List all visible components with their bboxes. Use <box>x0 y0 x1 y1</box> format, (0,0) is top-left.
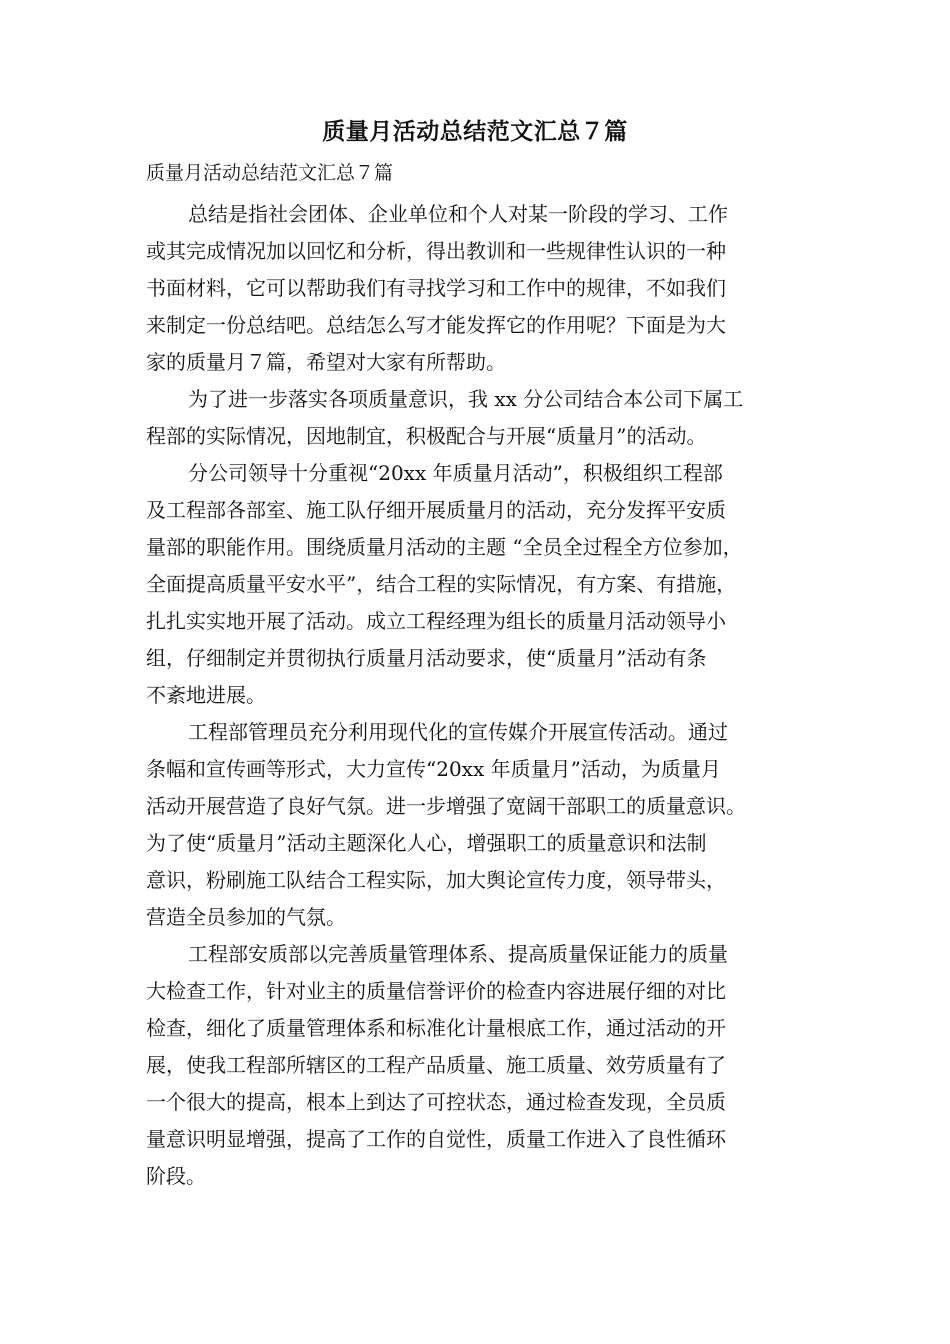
paragraph-line: 或其完成情况加以回忆和分析，得出教训和一些规律性认识的一种 <box>146 239 726 263</box>
paragraph-line: 分公司领导十分重视“20xx 年质量月活动”，积极组织工程部 <box>188 461 723 485</box>
document-title: 质量月活动总结范文汇总７篇 <box>322 118 628 145</box>
paragraph-line: 家的质量月７篇，希望对大家有所帮助。 <box>146 350 506 374</box>
paragraph-line: 不紊地进展。 <box>146 683 266 707</box>
paragraph-inspection <box>146 936 816 1195</box>
paragraph-line: 书面材料，它可以帮助我们有寻找学习和工作中的规律，不如我们 <box>146 276 726 300</box>
paragraph-line: 量部的职能作用。围绕质量月活动的主题 “全员全过程全方位参加， <box>146 535 743 559</box>
paragraph-line: 一个很大的提高，根本上到达了可控状态，通过检查发现，全员质 <box>146 1090 726 1114</box>
paragraph-line: 来制定一份总结吧。总结怎么写才能发挥它的作用呢？下面是为大 <box>146 313 726 337</box>
paragraph-line: 活动开展营造了良好气氛。进一步增强了宽阔干部职工的质量意识。 <box>146 794 746 818</box>
paragraph-line: 为了使“质量月”活动主题深化人心，增强职工的质量意识和法制 <box>146 831 707 855</box>
paragraph-line: 阶段。 <box>146 1164 206 1188</box>
paragraph-implementation <box>146 381 816 455</box>
paragraph-line: 营造全员参加的气氛。 <box>146 905 346 929</box>
paragraph-line: 意识，粉刷施工队结合工程实际，加大舆论宣传力度，领导带头， <box>146 868 726 892</box>
paragraph-line: 全面提高质量平安水平”，结合工程的实际情况，有方案、有措施， <box>146 572 737 596</box>
document-body <box>146 196 816 1195</box>
paragraph-line: 大检查工作，针对业主的质量信誉评价的检查内容进展仔细的对比 <box>146 979 726 1003</box>
paragraph-leadership <box>146 455 816 714</box>
paragraph-intro <box>146 196 816 381</box>
paragraph-line: 工程部管理员充分利用现代化的宣传媒介开展宣传活动。通过 <box>188 720 728 744</box>
paragraph-line: 及工程部各部室、施工队仔细开展质量月的活动，充分发挥平安质 <box>146 498 726 522</box>
paragraph-line: 为了进一步落实各项质量意识，我 xx 分公司结合本公司下属工 <box>188 387 744 411</box>
paragraph-publicity <box>146 714 816 936</box>
paragraph-line: 检查，细化了质量管理体系和标准化计量根底工作，通过活动的开 <box>146 1016 726 1040</box>
paragraph-line: 组，仔细制定并贯彻执行质量月活动要求，使“质量月”活动有条 <box>146 646 707 670</box>
document-subtitle: 质量月活动总结范文汇总７篇 <box>146 162 394 184</box>
paragraph-line: 总结是指社会团体、企业单位和个人对某一阶段的学习、工作 <box>188 202 728 226</box>
paragraph-line: 条幅和宣传画等形式，大力宣传“20xx 年质量月”活动，为质量月 <box>146 757 721 781</box>
paragraph-line: 量意识明显增强，提高了工作的自觉性，质量工作进入了良性循环 <box>146 1127 726 1151</box>
paragraph-line: 程部的实际情况，因地制宜，积极配合与开展“质量月”的活动。 <box>146 424 707 448</box>
paragraph-line: 扎扎实实地开展了活动。成立工程经理为组长的质量月活动领导小 <box>146 609 726 633</box>
paragraph-line: 展，使我工程部所辖区的工程产品质量、施工质量、效劳质量有了 <box>146 1053 726 1077</box>
paragraph-line: 工程部安质部以完善质量管理体系、提高质量保证能力的质量 <box>188 942 728 966</box>
